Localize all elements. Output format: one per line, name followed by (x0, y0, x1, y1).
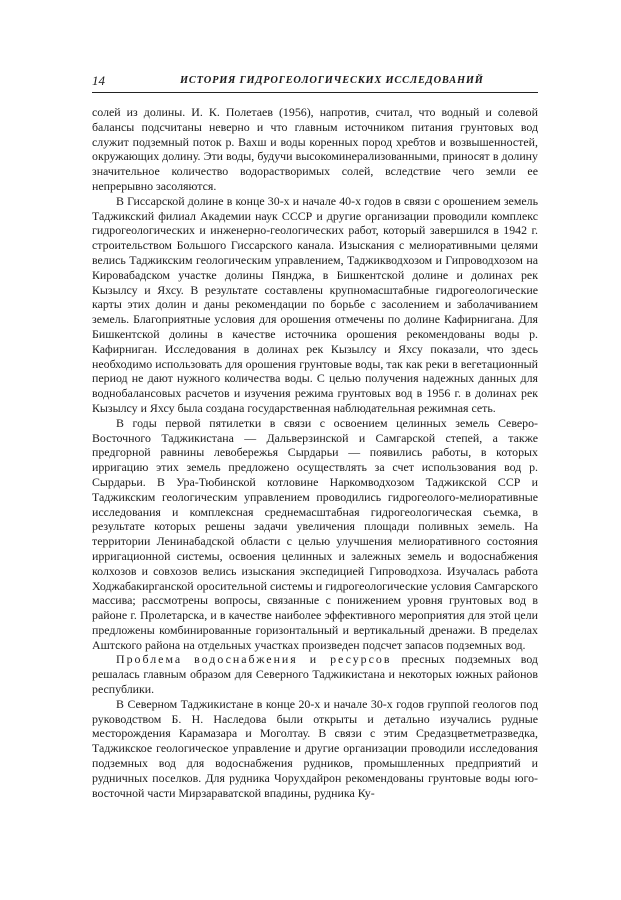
paragraph-first-five-year-plan: В годы первой пятилетки в связи с освоением целинных земель Северо-Восточного Таджикистана — Дальверзинской и Самгарской степей, а также предгорной равнины левобережья Сырдарьи — появились работы, в которых ирригацию этих земель предложено осуществлять за счет использования вод р. Сырдарьи. В Ура-Тюбинской котловине Наркомводхозом Таджикской ССР и Таджикским геологическим управлением проводились гидрогеолого-мелиоративные исследования и комплексная среднемасштабная гидрогеологическая съемка, в результате которых решены задачи увеличения площади поливных земель. На территории Ленинабадской области с целью улучшения мелиоративного состояния ирригационной системы, освоения целинных и залежных земель и водоснабжения колхозов и совхозов велись изыскания экспедицией Гипроводхоза. Изучалась работа Ходжабакирганской оросительной системы и гидрогеологические условия Самгарского массива; рассмотрены вопросы, связанные с понижением уровня грунтовых вод в районе г. Пролетарска, и в качестве наиболее эффективного мероприятия для этой цели предложены комбинированные горизонтальный и вертикальный дренажи. В пределах Аштского района на отдельных участках произведен подсчет запасов подземных вод. (92, 415, 538, 652)
running-header (92, 72, 538, 93)
body-text (92, 105, 538, 800)
paragraph-rest: пресных подземных вод решалась главным образом для Северного Таджикистана и некоторых южных районов республики. (92, 652, 538, 697)
running-header-title: ИСТОРИЯ ГИДРОГЕОЛОГИЧЕСКИХ ИССЛЕДОВАНИЙ (180, 75, 484, 86)
page-number: 14 (92, 73, 105, 88)
paragraph-water-supply-problem (92, 652, 538, 696)
paragraph-continued: солей из долины. И. К. Полетаев (1956), напротив, считал, что водный и солевой балансы подсчитаны неверно и что главным источником питания грунтовых вод служит подземный поток р. Вахш и воды коренных пород хребтов и возвышенностей, окружающих долину. Эти воды, будучи высокоминерализованными, приносят в долину значительное количество водорастворимых солей, вследствие чего земли ее непрерывно засоляются. (92, 105, 538, 193)
paragraph-northern-tajikistan: В Северном Таджикистане в конце 20-х и начале 30-х годов группой геологов под руководством Б. Н. Наследова были открыты и детально изучались рудные месторождения Карамазара и Моголтау. В связи с этим Средазцветметразведка, Таджикское геологическое управление и другие организации проводили исследования подземных вод для водоснабжения рудников, промышленных предприятий и рудничных поселков. Для рудника Чорухдайрон рекомендованы грунтовые воды юго-восточной части Мирзараватской впадины, рудника Ку- (92, 696, 538, 800)
spaced-emphasis: Проблема водоснабжения и ресурсов (116, 652, 392, 667)
paragraph-gissar-valley: В Гиссарской долине в конце 30-х и начале 40-х годов в связи с орошением земель Таджикский филиал Академии наук СССР и другие организации проводили комплекс гидрогеологических и инженерно-геологических работ, который завершился в 1942 г. строительством Большого Гиссарского канала. Изыскания с мелиоративными целями велись Таджикским геологическим управлением, Таджикводхозом и Гипроводхозом на Кировабадском участке долины Пянджа, в Бишкентской долине и долинах рек Кызылсу и Яхсу. В результате составлены крупномасштабные гидрогеологические карты этих долин и даны рекомендации по борьбе с засолением и заболачиванием земель. Благоприятные условия для орошения отмечены по долине Кафирнигана. Для Бишкентской долины в качестве источника орошения рекомендованы воды р. Кафирниган. Исследования в долинах рек Кызылсу и Яхсу показали, что здесь необходимо использовать для орошения грунтовые воды, так как реки в вегетационный период не дают нужного количества воды. С целью получения надежных данных для воднобалансовых расчетов и изучения режима грунтовых вод в 1956 г. в долинах рек Кызылсу и Яхсу была создана государственная наблюдательная режимная сеть. (92, 193, 538, 415)
